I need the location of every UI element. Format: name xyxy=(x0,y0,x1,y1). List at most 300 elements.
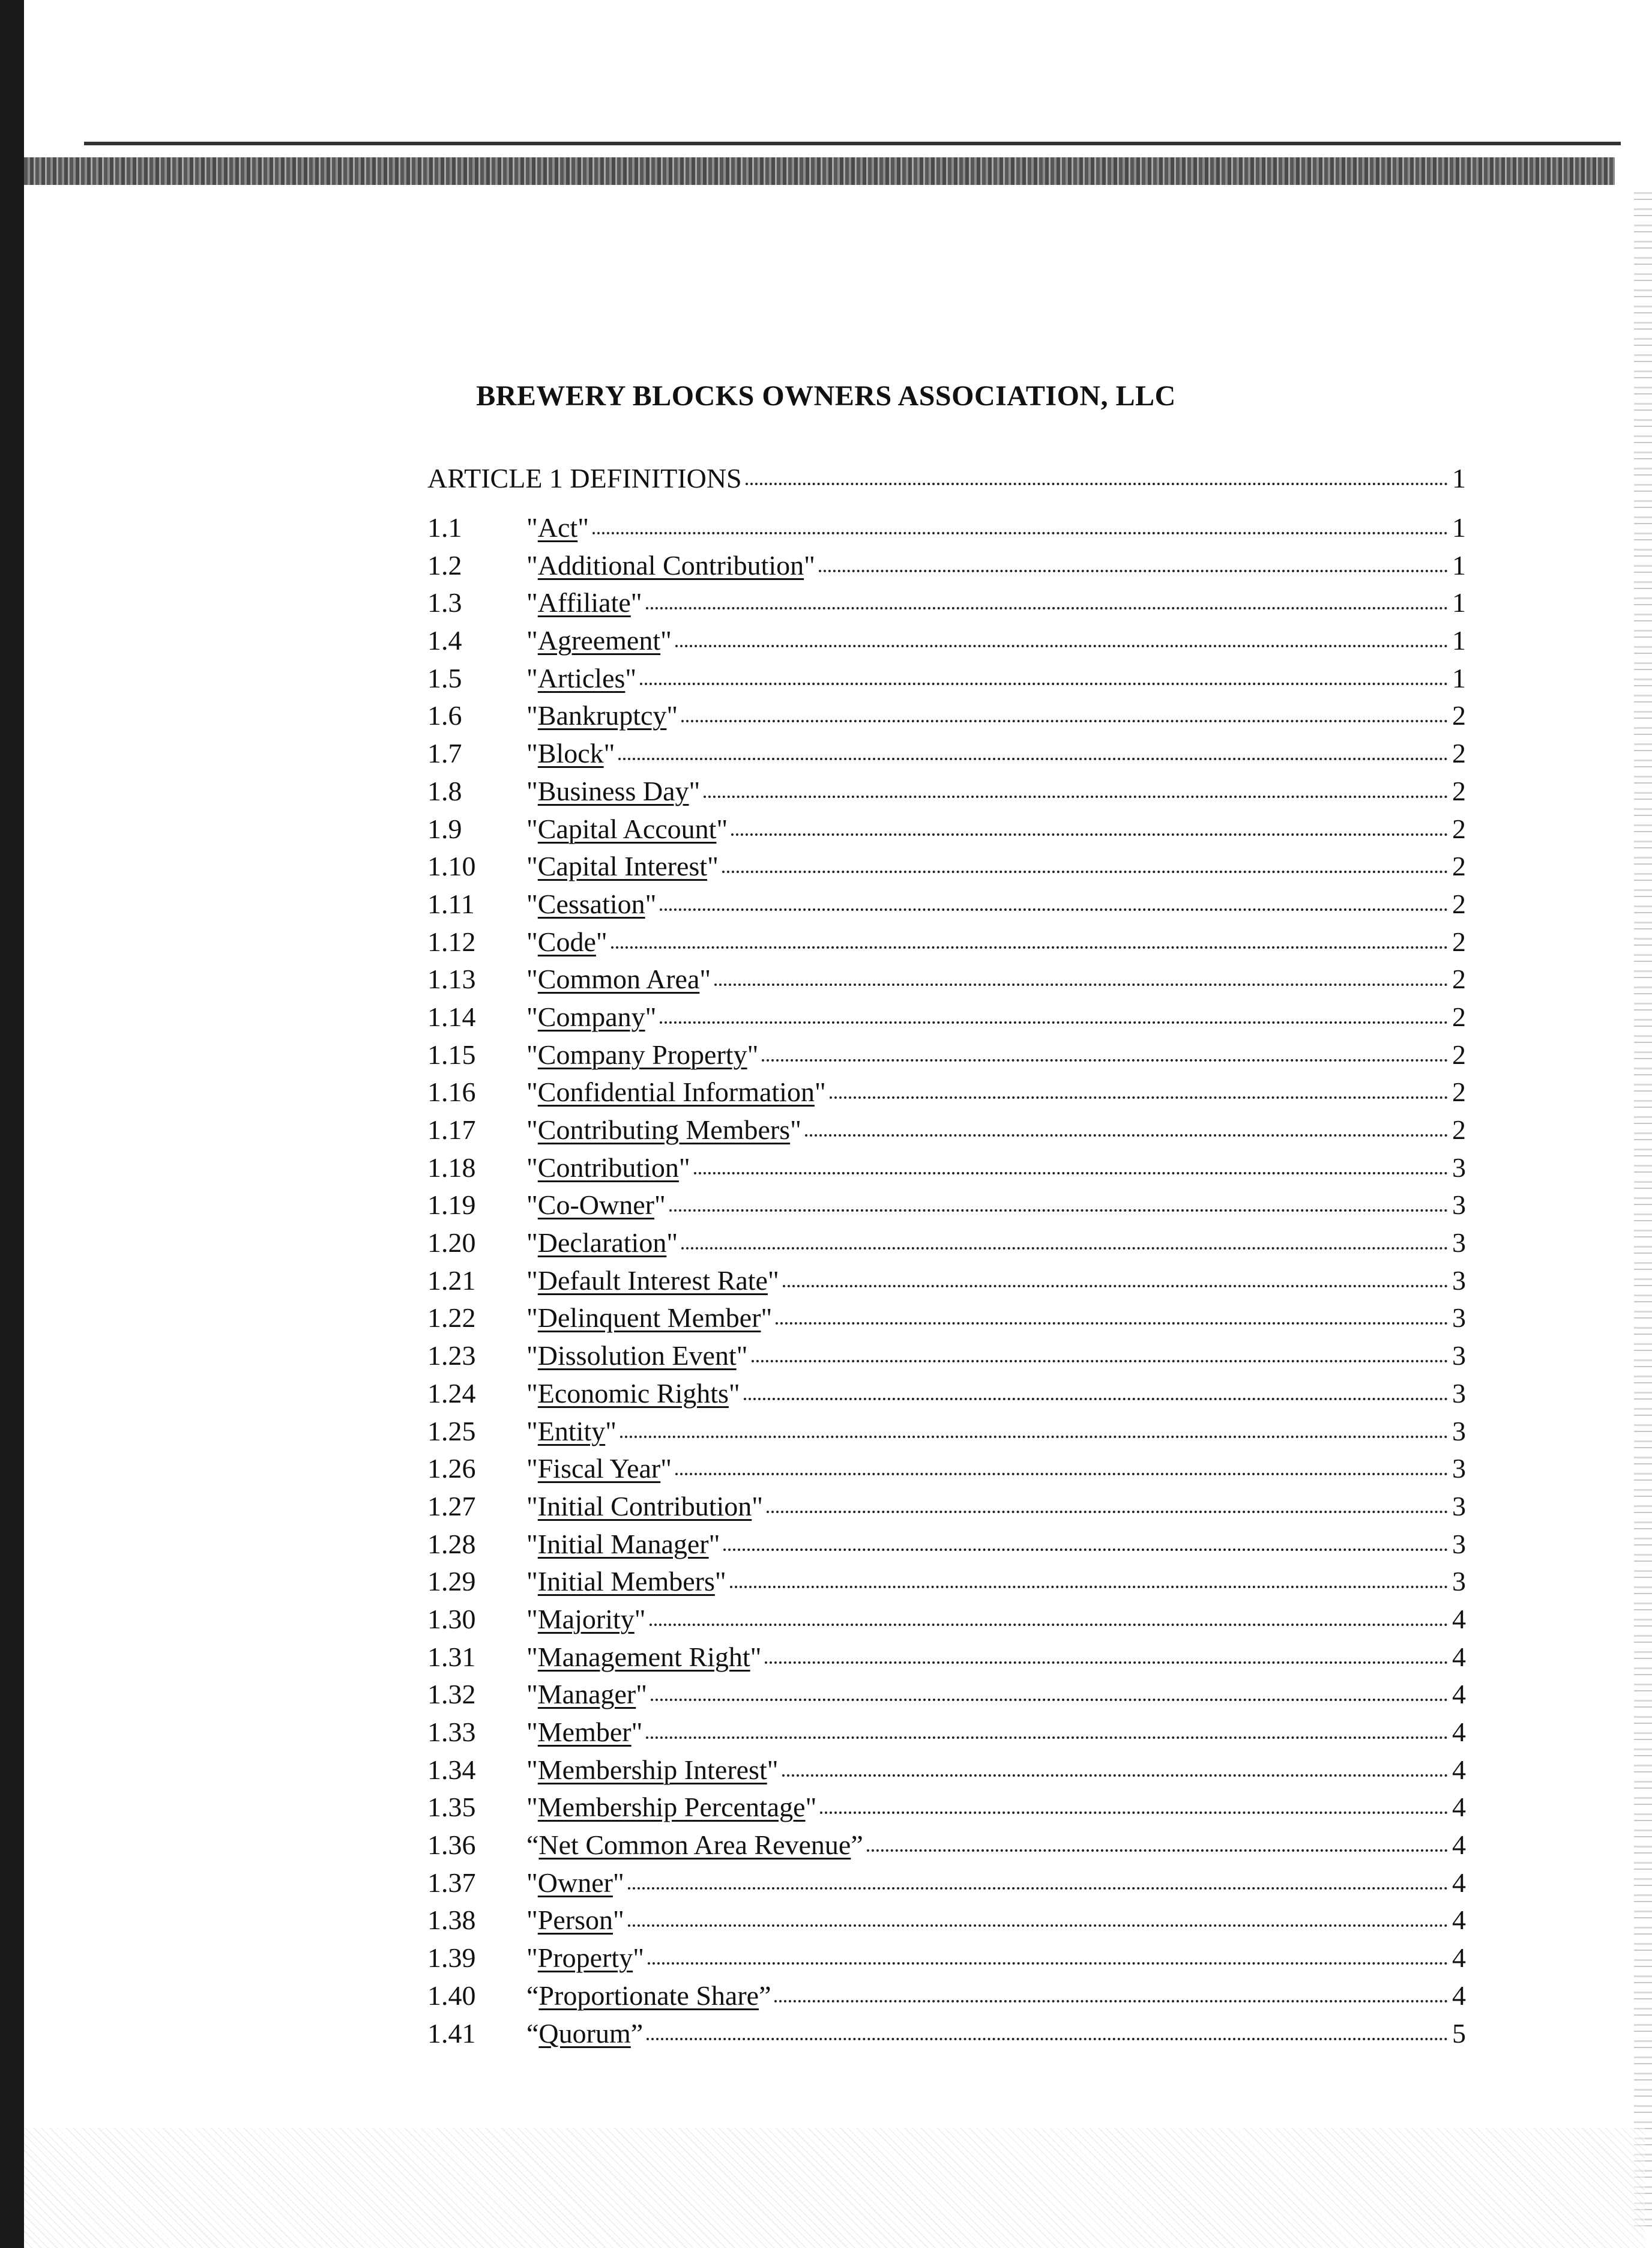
section-number: 1.35 xyxy=(427,1792,476,1823)
entry-label xyxy=(526,1152,690,1183)
toc-entry xyxy=(427,1189,1466,1227)
close-quote: " xyxy=(645,888,657,919)
defined-term: Majority xyxy=(537,1603,635,1634)
section-number: 1.34 xyxy=(427,1754,476,1785)
defined-term: Management Right xyxy=(537,1641,750,1672)
defined-term: Default Interest Rate xyxy=(537,1264,768,1296)
dot-leader xyxy=(867,1849,1448,1852)
toc-entry xyxy=(427,699,1466,737)
defined-term: Declaration xyxy=(537,1227,667,1258)
entry-page-number: 3 xyxy=(1452,1189,1466,1221)
entry-page-number: 2 xyxy=(1452,888,1466,919)
defined-term: Fiscal Year xyxy=(537,1453,661,1484)
close-quote: " xyxy=(613,1905,624,1936)
defined-term: Code xyxy=(537,926,596,957)
section-number: 1.31 xyxy=(427,1641,476,1672)
entry-label xyxy=(526,1001,656,1033)
section-number: 1.29 xyxy=(427,1566,476,1597)
toc-entry xyxy=(427,549,1466,587)
dot-leader xyxy=(592,532,1448,534)
defined-term: Capital Account xyxy=(537,813,717,844)
close-quote: " xyxy=(678,1152,690,1183)
close-quote: " xyxy=(804,549,815,581)
defined-term: Member xyxy=(537,1717,632,1747)
close-quote: " xyxy=(577,512,589,543)
section-number: 1.25 xyxy=(427,1415,476,1446)
entry-label xyxy=(526,813,728,845)
toc-entry xyxy=(427,624,1466,662)
entry-page-number: 4 xyxy=(1452,1679,1466,1710)
entry-page-number: 1 xyxy=(1452,662,1466,693)
entry-page-number: 1 xyxy=(1452,512,1466,543)
defined-term: Dissolution Event xyxy=(537,1340,737,1371)
close-quote: " xyxy=(714,1566,726,1597)
dot-leader xyxy=(675,1473,1448,1475)
entry-page-number: 3 xyxy=(1452,1377,1466,1409)
dot-leader xyxy=(731,833,1448,836)
entry-label xyxy=(526,1452,672,1484)
open-quote: " xyxy=(526,1039,538,1070)
open-quote: " xyxy=(526,1001,538,1032)
entry-label xyxy=(526,662,636,694)
dot-leader xyxy=(767,1511,1448,1513)
close-quote: " xyxy=(708,1528,720,1559)
entry-label xyxy=(526,1980,771,2011)
toc-entry xyxy=(427,1452,1466,1490)
section-number: 1.4 xyxy=(427,625,462,656)
open-quote: " xyxy=(526,964,538,995)
open-quote: " xyxy=(526,1302,538,1334)
toc-entry xyxy=(427,1490,1466,1528)
toc-entry xyxy=(427,1678,1466,1716)
entry-page-number: 2 xyxy=(1452,926,1466,957)
entry-label xyxy=(526,699,678,731)
entry-label xyxy=(526,1565,726,1597)
toc-entry xyxy=(427,1641,1466,1679)
defined-term: Articles xyxy=(537,662,626,693)
scan-artifact-line xyxy=(84,142,1621,145)
entry-page-number: 4 xyxy=(1452,1717,1466,1747)
entry-page-number: 1 xyxy=(1452,587,1466,618)
entry-label xyxy=(526,1829,863,1861)
dot-leader xyxy=(648,1962,1448,1965)
entry-page-number: 3 xyxy=(1452,1490,1466,1521)
toc-entry xyxy=(427,1829,1466,1867)
close-quote: " xyxy=(645,1001,657,1032)
entry-page-number: 2 xyxy=(1452,964,1466,995)
toc-entry xyxy=(427,1076,1466,1114)
open-quote: " xyxy=(526,1340,538,1371)
open-quote: “ xyxy=(526,1980,539,2011)
toc-entry xyxy=(427,1152,1466,1189)
defined-term: Entity xyxy=(537,1415,606,1446)
open-quote: " xyxy=(526,1528,538,1559)
open-quote: " xyxy=(526,1566,538,1597)
dot-leader xyxy=(646,1736,1448,1739)
entry-label xyxy=(526,1490,763,1522)
defined-term: Contributing Members xyxy=(537,1114,791,1145)
article-label: ARTICLE 1 DEFINITIONS xyxy=(427,463,742,494)
section-number: 1.15 xyxy=(427,1039,476,1070)
dot-leader xyxy=(752,1360,1448,1362)
entry-label xyxy=(526,1415,616,1447)
section-number: 1.8 xyxy=(427,775,462,806)
dot-leader xyxy=(723,1549,1448,1551)
dot-leader xyxy=(776,1322,1448,1325)
dot-leader xyxy=(669,1209,1448,1212)
section-number: 1.20 xyxy=(427,1227,476,1258)
entry-page-number: 2 xyxy=(1452,1001,1466,1032)
entry-label xyxy=(526,624,672,656)
toc-article-heading xyxy=(427,462,1466,500)
close-quote: " xyxy=(654,1189,666,1221)
dot-leader xyxy=(722,871,1448,873)
entry-page-number: 3 xyxy=(1452,1453,1466,1484)
entry-label xyxy=(526,775,700,807)
defined-term: Additional Contribution xyxy=(537,549,804,581)
entry-label xyxy=(526,1528,720,1560)
open-quote: " xyxy=(526,700,538,731)
section-number: 1.7 xyxy=(427,738,462,769)
entry-page-number: 3 xyxy=(1452,1302,1466,1334)
entry-label xyxy=(526,1716,642,1748)
open-quote: " xyxy=(526,1189,538,1221)
close-quote: " xyxy=(728,1377,740,1409)
toc-entry xyxy=(427,1980,1466,2017)
entry-page-number: 4 xyxy=(1452,1830,1466,1861)
close-quote: " xyxy=(747,1039,759,1070)
entry-page-number: 3 xyxy=(1452,1152,1466,1183)
open-quote: " xyxy=(526,1641,538,1672)
entry-page-number: 2 xyxy=(1452,1114,1466,1145)
toc-entry xyxy=(427,850,1466,888)
section-number: 1.21 xyxy=(427,1264,476,1296)
toc-entry xyxy=(427,1415,1466,1453)
entry-label xyxy=(526,1189,666,1221)
scan-artifact-band xyxy=(24,157,1615,185)
dot-leader xyxy=(675,645,1448,647)
toc-entry xyxy=(427,1716,1466,1754)
section-number: 1.18 xyxy=(427,1152,476,1183)
toc-entry xyxy=(427,662,1466,700)
section-number: 1.9 xyxy=(427,813,462,844)
open-quote: " xyxy=(526,1942,538,1974)
section-number: 1.3 xyxy=(427,587,462,618)
toc-entry xyxy=(427,1791,1466,1829)
dot-leader xyxy=(620,1436,1448,1438)
open-quote: " xyxy=(526,1905,538,1936)
entry-page-number: 2 xyxy=(1452,700,1466,731)
close-quote: " xyxy=(761,1302,773,1334)
close-quote: " xyxy=(660,625,672,656)
entry-page-number: 3 xyxy=(1452,1528,1466,1559)
open-quote: " xyxy=(526,1792,538,1823)
open-quote: " xyxy=(526,1754,538,1785)
open-quote: " xyxy=(526,625,538,656)
open-quote: " xyxy=(526,512,538,543)
close-quote: " xyxy=(634,1603,646,1634)
toc-entry xyxy=(427,1942,1466,1980)
section-number: 1.28 xyxy=(427,1528,476,1559)
entry-label xyxy=(526,1867,624,1899)
section-number: 1.5 xyxy=(427,662,462,693)
section-number: 1.30 xyxy=(427,1603,476,1634)
defined-term: Company xyxy=(537,1001,645,1032)
close-quote: " xyxy=(790,1114,801,1145)
section-number: 1.2 xyxy=(427,549,462,581)
entry-label xyxy=(526,1340,748,1371)
entry-label xyxy=(526,1791,816,1823)
open-quote: " xyxy=(526,1152,538,1183)
toc-entry xyxy=(427,1302,1466,1340)
close-quote: " xyxy=(716,813,728,844)
dot-leader xyxy=(694,1172,1448,1174)
toc-entry xyxy=(427,1001,1466,1039)
defined-term: Contribution xyxy=(537,1152,679,1183)
entry-page-number: 1 xyxy=(1452,625,1466,656)
close-quote: " xyxy=(633,1942,644,1974)
open-quote: “ xyxy=(526,2017,539,2049)
entry-label xyxy=(526,1904,624,1936)
entry-page-number: 3 xyxy=(1452,1415,1466,1446)
defined-term: Cessation xyxy=(537,888,645,919)
entry-label xyxy=(526,1377,740,1409)
close-quote: " xyxy=(595,926,607,957)
close-quote: " xyxy=(636,1679,648,1710)
section-number: 1.32 xyxy=(427,1679,476,1710)
entry-page-number: 2 xyxy=(1452,1039,1466,1070)
scan-noise-right xyxy=(1634,192,1652,2234)
entry-label xyxy=(526,1227,678,1258)
dot-leader xyxy=(681,720,1448,722)
dot-leader xyxy=(650,1624,1448,1626)
open-quote: " xyxy=(526,549,538,581)
section-number: 1.16 xyxy=(427,1077,476,1108)
open-quote: " xyxy=(526,1377,538,1409)
close-quote: " xyxy=(605,1415,617,1446)
entry-label xyxy=(526,888,656,920)
section-number: 1.33 xyxy=(427,1717,476,1747)
entry-page-number: 2 xyxy=(1452,775,1466,806)
entry-page-number: 2 xyxy=(1452,738,1466,769)
dot-leader xyxy=(611,946,1448,949)
close-quote: ” xyxy=(851,1830,863,1861)
section-number: 1.12 xyxy=(427,926,476,957)
entry-label xyxy=(526,512,589,543)
entry-label xyxy=(526,1264,779,1296)
open-quote: " xyxy=(526,775,538,806)
toc-entry xyxy=(427,1039,1466,1077)
dot-leader xyxy=(651,1699,1448,1701)
section-number: 1.39 xyxy=(427,1942,476,1974)
defined-term: Agreement xyxy=(537,625,661,656)
defined-term: Company Property xyxy=(537,1039,747,1070)
open-quote: “ xyxy=(526,1830,539,1861)
defined-term: Proportionate Share xyxy=(538,1980,759,2011)
dot-leader xyxy=(746,483,1448,485)
open-quote: " xyxy=(526,926,538,957)
open-quote: " xyxy=(526,662,538,693)
close-quote: " xyxy=(612,1867,624,1898)
dot-leader xyxy=(762,1059,1448,1062)
toc-entry xyxy=(427,1114,1466,1152)
scan-top-margin xyxy=(24,0,1652,150)
close-quote: " xyxy=(603,738,615,769)
close-quote: " xyxy=(750,1641,762,1672)
entry-page-number: 4 xyxy=(1452,1754,1466,1785)
open-quote: " xyxy=(526,1490,538,1521)
toc-entry xyxy=(427,926,1466,964)
dot-leader xyxy=(704,796,1448,798)
defined-term: Initial Members xyxy=(537,1566,715,1597)
dot-leader xyxy=(714,984,1448,986)
defined-term: Economic Rights xyxy=(537,1377,729,1409)
section-number: 1.19 xyxy=(427,1189,476,1221)
toc-entry xyxy=(427,1603,1466,1641)
scan-noise-bottom xyxy=(24,2128,1645,2248)
dot-leader xyxy=(647,2038,1448,2040)
entry-page-number: 4 xyxy=(1452,1905,1466,1936)
close-quote: " xyxy=(767,1264,779,1296)
toc-entry xyxy=(427,1565,1466,1603)
close-quote: " xyxy=(699,964,711,995)
dot-leader xyxy=(830,1096,1448,1099)
section-number: 1.6 xyxy=(427,700,462,731)
defined-term: Delinquent Member xyxy=(537,1302,761,1334)
open-quote: " xyxy=(526,1264,538,1296)
defined-term: Confidential Information xyxy=(537,1077,815,1108)
defined-term: Block xyxy=(537,738,604,769)
close-quote: " xyxy=(666,1227,678,1258)
open-quote: " xyxy=(526,1717,538,1747)
close-quote: " xyxy=(814,1077,826,1108)
entry-label xyxy=(526,1754,779,1786)
dot-leader xyxy=(774,2000,1448,2002)
entry-page-number: 3 xyxy=(1452,1264,1466,1296)
open-quote: " xyxy=(526,888,538,919)
open-quote: " xyxy=(526,851,538,882)
section-number: 1.22 xyxy=(427,1302,476,1334)
section-number: 1.17 xyxy=(427,1114,476,1145)
section-number: 1.41 xyxy=(427,2017,476,2049)
defined-term: Property xyxy=(537,1942,633,1974)
scan-edge-left xyxy=(0,0,24,2248)
section-number: 1.10 xyxy=(427,851,476,882)
entry-page-number: 4 xyxy=(1452,1641,1466,1672)
defined-term: Co-Owner xyxy=(537,1189,654,1221)
entry-label xyxy=(526,737,615,769)
dot-leader xyxy=(628,1887,1448,1890)
dot-leader xyxy=(820,1811,1448,1814)
dot-leader xyxy=(730,1586,1448,1588)
entry-label xyxy=(526,1039,758,1071)
open-quote: " xyxy=(526,738,538,769)
defined-term: Quorum xyxy=(538,2017,631,2049)
toc-entry xyxy=(427,1227,1466,1264)
close-quote: " xyxy=(630,587,642,618)
entry-label xyxy=(526,2017,643,2049)
section-number: 1.14 xyxy=(427,1001,476,1032)
open-quote: " xyxy=(526,1603,538,1634)
defined-term: Bankruptcy xyxy=(537,700,667,731)
entry-page-number: 1 xyxy=(1452,549,1466,581)
entry-label xyxy=(526,1678,647,1710)
entry-label xyxy=(526,963,711,995)
toc-entry xyxy=(427,1904,1466,1942)
defined-term: Affiliate xyxy=(537,587,631,618)
defined-term: Manager xyxy=(537,1679,636,1710)
section-number: 1.38 xyxy=(427,1905,476,1936)
close-quote: ” xyxy=(759,1980,771,2011)
table-of-contents xyxy=(427,462,1466,2055)
close-quote: " xyxy=(689,775,701,806)
defined-term: Capital Interest xyxy=(537,851,708,882)
toc-entry xyxy=(427,1754,1466,1792)
dot-leader xyxy=(660,908,1448,911)
entry-page-number: 3 xyxy=(1452,1227,1466,1258)
toc-entry xyxy=(427,512,1466,549)
entry-page-number: 4 xyxy=(1452,1792,1466,1823)
toc-entry xyxy=(427,1528,1466,1566)
toc-entry xyxy=(427,587,1466,624)
defined-term: Initial Manager xyxy=(537,1528,709,1559)
toc-entry xyxy=(427,737,1466,775)
entry-page-number: 4 xyxy=(1452,1603,1466,1634)
dot-leader xyxy=(660,1021,1448,1024)
entry-label xyxy=(526,1641,761,1673)
close-quote: " xyxy=(767,1754,779,1785)
article-page-number: 1 xyxy=(1452,463,1466,494)
defined-term: Common Area xyxy=(537,964,700,995)
dot-leader xyxy=(765,1661,1448,1664)
toc-entry xyxy=(427,813,1466,851)
dot-leader xyxy=(783,1285,1448,1287)
defined-term: Owner xyxy=(537,1867,613,1898)
toc-entry xyxy=(427,1377,1466,1415)
section-number: 1.26 xyxy=(427,1453,476,1484)
open-quote: " xyxy=(526,587,538,618)
entry-label xyxy=(526,1302,772,1334)
defined-term: Membership Percentage xyxy=(537,1792,806,1823)
close-quote: " xyxy=(631,1717,643,1747)
toc-entry xyxy=(427,1340,1466,1377)
section-number: 1.36 xyxy=(427,1830,476,1861)
defined-term: Membership Interest xyxy=(537,1754,767,1785)
close-quote: " xyxy=(752,1490,764,1521)
section-number: 1.24 xyxy=(427,1377,476,1409)
section-number: 1.37 xyxy=(427,1867,476,1898)
defined-term: Person xyxy=(537,1905,613,1936)
section-number: 1.23 xyxy=(427,1340,476,1371)
toc-entry xyxy=(427,888,1466,926)
close-quote: " xyxy=(625,662,637,693)
entry-page-number: 4 xyxy=(1452,1980,1466,2011)
open-quote: " xyxy=(526,1415,538,1446)
toc-entry xyxy=(427,775,1466,813)
entry-label xyxy=(526,549,815,581)
close-quote: " xyxy=(805,1792,817,1823)
entry-page-number: 3 xyxy=(1452,1566,1466,1597)
entry-page-number: 2 xyxy=(1452,813,1466,844)
entry-page-number: 4 xyxy=(1452,1867,1466,1898)
dot-leader xyxy=(782,1774,1448,1777)
open-quote: " xyxy=(526,1077,538,1108)
toc-entry xyxy=(427,2017,1466,2055)
entry-page-number: 4 xyxy=(1452,1942,1466,1974)
toc-entries xyxy=(427,512,1466,2055)
entry-label xyxy=(526,587,642,618)
entry-label xyxy=(526,1603,646,1635)
